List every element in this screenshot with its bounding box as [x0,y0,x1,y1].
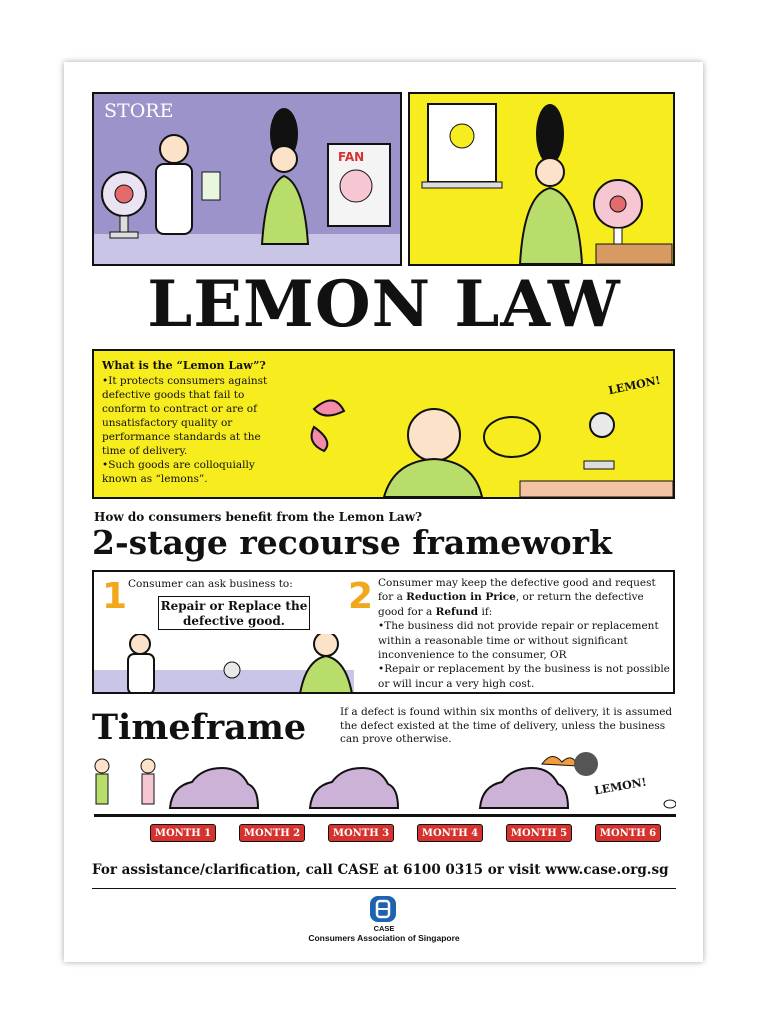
what-is-bullet: •It protects consumers against defective goods that fail to conform to contract or are of unsatisfactory quality or performance standards at the time of delivery. [102,375,268,457]
stage-2-intro: , or return the defective good for a [378,591,644,618]
stage-2-bullet: •Repair or replacement by the business is not possible or will incur a very high cost. [378,663,670,690]
benefit-question: How do consumers benefit from the Lemon Law? [94,510,423,524]
store-illustration [94,94,400,264]
month-badge: MONTH 2 [239,824,305,842]
lemon-tag: LEMON! [607,373,662,398]
angry-customer-illustration [284,351,673,497]
store-label: STORE [104,100,174,122]
contact-line: For assistance/clarification, call CASE at 6100 0315 or visit www.case.org.sg [92,862,669,878]
month-badge: MONTH 4 [417,824,483,842]
framework-panel [92,570,675,694]
stage-1-text: Consumer can ask business to: [128,578,293,590]
home-panel [408,92,675,266]
case-logo-icon [368,894,398,924]
store-panel [92,92,402,266]
timeline-illustration [92,752,676,814]
what-is-text [102,359,272,486]
timeline-line [94,814,676,817]
stage-2-intro: if: [478,605,493,618]
timeframe-text: If a defect is found within six months of delivery, it is assumed the defect existed at the time of delivery, unless the business can prove otherwise. [340,706,673,746]
reduction-label: Reduction in Price [406,591,516,604]
month-badge: MONTH 3 [328,824,394,842]
poster [64,62,703,962]
what-is-bullet: •Such goods are colloquially known as “lemons”. [102,459,255,485]
stage-1-illustration [94,634,354,694]
fan-box-label: FAN [338,150,365,164]
speech-bubble: Repair or Replace the defective good. [158,596,310,630]
home-illustration [410,94,673,264]
stage-1-number: 1 [102,576,128,617]
lemon-tag-timeline: LEMON! [593,775,648,798]
month-badge: MONTH 5 [506,824,572,842]
what-is-panel [92,349,675,499]
org-name: Consumers Association of Singapore [308,933,460,943]
stage-2-intro: Consumer may keep the defective good and request for a [378,577,656,604]
stage-2-bullet: •The business did not provide repair or replacement within a reasonable time or without significant inconvenience to the consumer, OR [378,620,659,662]
page-title: LEMON LAW [147,267,621,342]
case-logo-text: CASE [373,924,395,933]
month-badge: MONTH 1 [150,824,216,842]
what-is-heading: What is the “Lemon Law”? [102,359,266,372]
divider [92,888,676,889]
month-badge: MONTH 6 [595,824,661,842]
stage-2-number: 2 [348,576,374,617]
stage-2-text [378,576,672,691]
refund-label: Refund [435,605,479,618]
framework-title: 2-stage recourse framework [92,523,612,562]
timeframe-title: Timeframe [92,707,307,748]
